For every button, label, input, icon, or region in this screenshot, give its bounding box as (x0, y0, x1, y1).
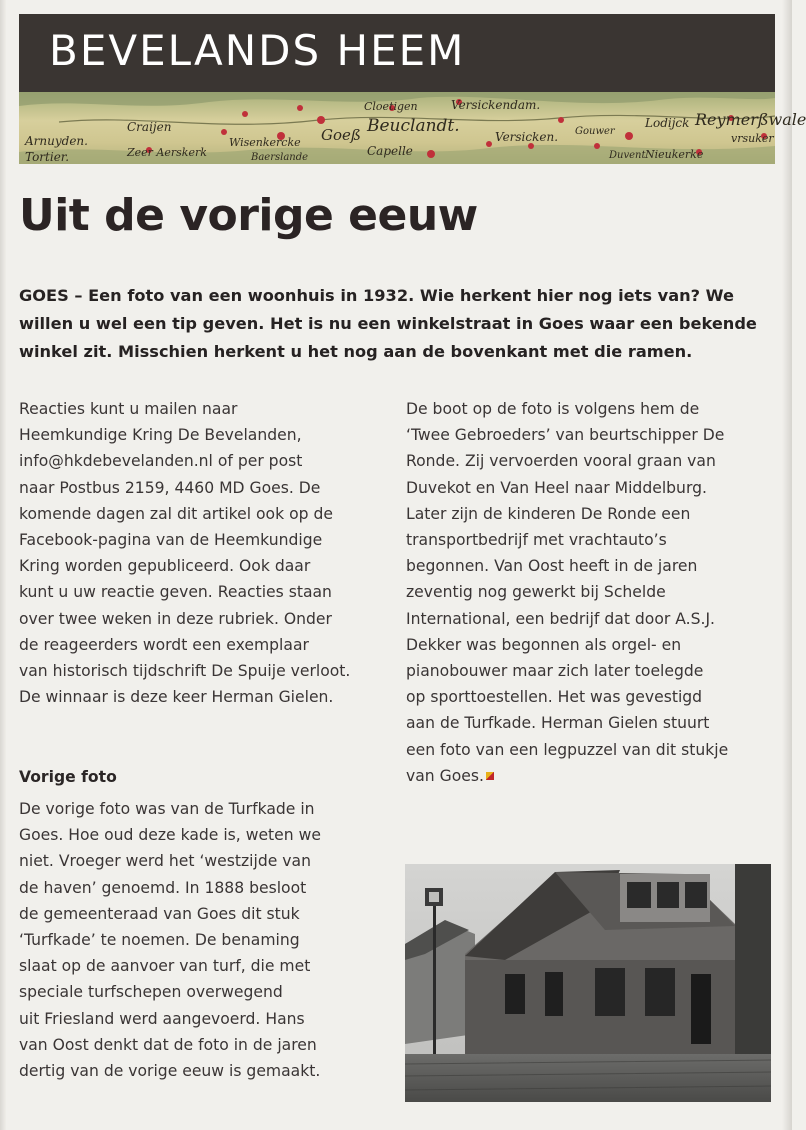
map-label: Versickendam. (451, 98, 541, 112)
map-label: Goeß (321, 126, 361, 144)
body-line: Reacties kunt u mailen naar (19, 400, 238, 418)
body-line: ‘Twee Gebroeders’ van beurtschipper De (406, 426, 725, 445)
old-map-illustration (19, 92, 806, 164)
map-label: vrsuker (731, 132, 774, 145)
body-line: kunt u uw reactie geven. Reacties staan (19, 583, 332, 602)
body-line: begonnen. Van Oost heeft in de jaren (406, 557, 698, 576)
left-column (19, 396, 391, 710)
photo-drawing (405, 864, 771, 1102)
body-line: komende dagen zal dit artikel ook op de (19, 504, 333, 523)
body-line: De vorige foto was van de Turfkade in (19, 800, 315, 818)
map-label: Cloetigen (364, 100, 418, 113)
body-line: De winnaar is deze keer Herman Gielen. (19, 688, 334, 707)
article-headline: Uit de vorige eeuw (19, 190, 478, 241)
body-line: naar Postbus 2159, 4460 MD Goes. De (19, 478, 321, 497)
body-line: van Oost denkt dat de foto in de jaren (19, 1035, 317, 1054)
body-line-end: van Goes. (406, 766, 484, 785)
map-label: Baerslande (251, 152, 309, 163)
body-line: zeventig nog gewerkt bij Schelde (406, 583, 666, 602)
body-line: Goes. Hoe oud deze kade is, weten we (19, 826, 321, 845)
body-line: pianobouwer maar zich later toelegde (406, 662, 704, 681)
lead-line: winkel zit. Misschien herkent u het nog aan de bovenkant met die ramen. (19, 342, 693, 361)
body-line: de haven’ genoemd. In 1888 besloot (19, 878, 307, 897)
body-line: aan de Turfkade. Herman Gielen stuurt (406, 714, 710, 733)
map-label: Capelle (367, 144, 413, 158)
page-edge (782, 0, 792, 1130)
body-line: een foto van een legpuzzel van dit stukje (406, 740, 729, 759)
map-label: Reymerßwale (695, 110, 806, 129)
masthead-bar (19, 14, 775, 92)
lead-line: willen u wel een tip geven. Het is nu een winkelstraat in Goes waar een bekende (19, 314, 757, 333)
body-line: info@hkdebevelanden.nl of per post (19, 452, 303, 471)
body-line: niet. Vroeger werd het ‘westzijde van (19, 852, 311, 871)
body-line: over twee weken in deze rubriek. Onder (19, 609, 332, 628)
map-label: Tortier. (25, 150, 70, 164)
body-line-last (406, 763, 778, 789)
body-line: Duvekot en Van Heel naar Middelburg. (406, 478, 707, 497)
left-column-continued (19, 796, 391, 1084)
body-line: transportbedrijf met vrachtauto’s (406, 531, 667, 550)
map-label: Lodijck (645, 116, 690, 130)
body-line: speciale turfschepen overwegend (19, 983, 283, 1002)
masthead-title: BEVELANDS HEEM (49, 26, 466, 75)
map-label: Nieukerke (645, 148, 704, 161)
map-label: Wisenkercke (229, 136, 301, 149)
map-label: Craijen (127, 120, 172, 134)
map-label: Duvent (609, 150, 646, 161)
map-label: Arnuyden. (25, 134, 88, 148)
page-edge (0, 0, 6, 1130)
body-line: International, een bedrijf dat door A.S.J. (406, 609, 716, 628)
body-line: Ronde. Zij vervoerden vooral graan van (406, 452, 716, 471)
body-line: Heemkundige Kring De Bevelanden, (19, 426, 302, 445)
historic-house-photo (405, 864, 771, 1102)
section-subheading: Vorige foto (19, 768, 117, 786)
map-label: Versicken. (495, 130, 559, 144)
body-line: van historisch tijdschrift De Spuije verloot. (19, 662, 351, 681)
body-line: Dekker was begonnen als orgel- en (406, 635, 682, 654)
map-label: Beuclandt. (367, 116, 460, 136)
body-line: Kring worden gepubliceerd. Ook daar (19, 557, 311, 576)
body-line: de reageerders wordt een exemplaar (19, 635, 309, 654)
article-lead (19, 282, 779, 366)
body-line: uit Friesland werd aangevoerd. Hans (19, 1009, 305, 1028)
lead-line: GOES – Een foto van een woonhuis in 1932. Wie herkent hier nog iets van? We (19, 286, 734, 305)
right-column (406, 396, 778, 789)
body-line: de gemeenteraad van Goes dit stuk (19, 904, 300, 923)
map-label: Zeer Aerskerk (127, 146, 207, 159)
map-label: Gouwer (575, 126, 615, 137)
body-line: Later zijn de kinderen De Ronde een (406, 504, 691, 523)
body-line: ‘Turfkade’ te noemen. De benaming (19, 931, 300, 950)
body-line: slaat op de aanvoer van turf, die met (19, 957, 311, 976)
body-line: Facebook-pagina van de Heemkundige (19, 531, 323, 550)
body-line: dertig van de vorige eeuw is gemaakt. (19, 1062, 321, 1081)
body-line: op sporttoestellen. Het was gevestigd (406, 688, 703, 707)
body-line: De boot op de foto is volgens hem de (406, 400, 700, 418)
end-of-article-icon (486, 772, 494, 780)
masthead-banner (19, 14, 806, 164)
